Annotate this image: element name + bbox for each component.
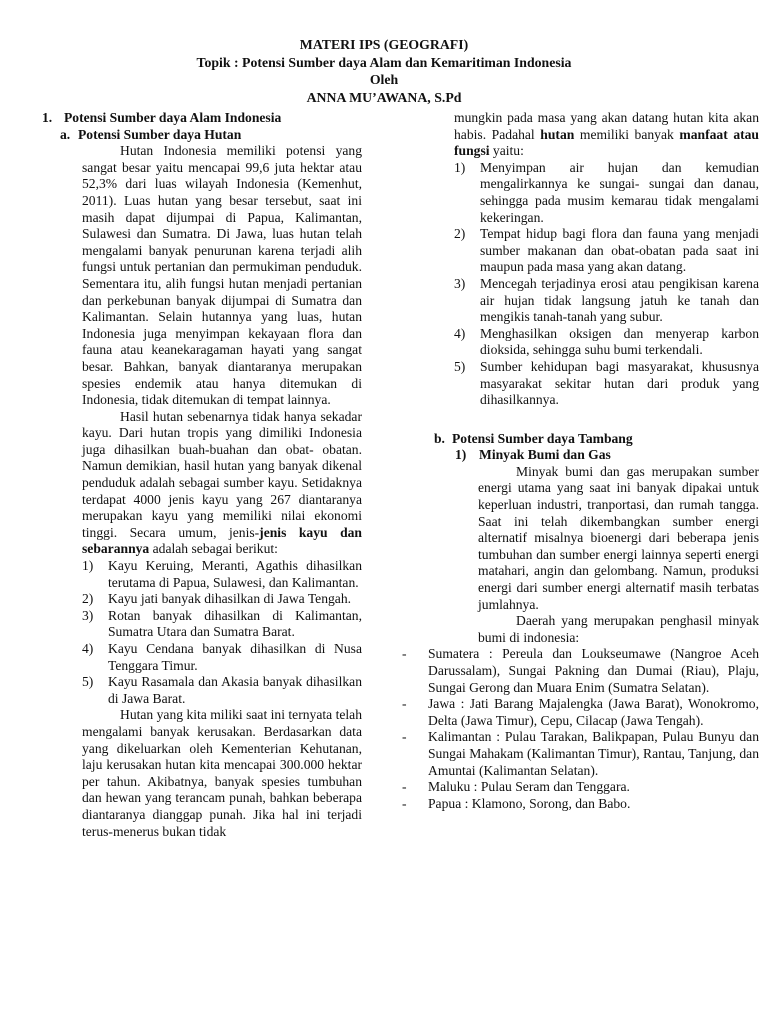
- list-item: 2) Tempat hidup bagi flora dan fauna yang menjadi sumber makanan dan obat-obatan pada saat ini maupun pada masa yang akan datang.: [454, 226, 759, 275]
- subsection-heading-hutan: a. Potensi Sumber daya Hutan: [60, 126, 242, 142]
- document-title: MATERI IPS (GEOGRAFI): [299, 37, 469, 52]
- list-item: 1) Menyimpan air hujan dan kemudian mengalirkannya ke sungai- sungai dan danau, sehingga pada musim kemarau tidak mengalami kekeringan.: [454, 159, 759, 225]
- paragraph: Minyak bumi dan gas merupakan sumber energi utama yang saat ini banyak dipakai untuk keperluan industri, tranportasi, dan rumah tangga. Saat ini telah dikembangkan sumber energi alternatif misalnya bioenergi dari beberapa jenis tumbuhan dan sumber energi lainnya seperti energi matahari, angin dan gelombang. Namun, produksi energi dari sumber energi alternatif masih terbatas jumlahnya.: [478, 463, 759, 612]
- hutan-continued: [428, 110, 759, 409]
- list-item: - Maluku : Pulau Seram dan Tenggara.: [402, 779, 630, 795]
- fungsi-list: [454, 160, 759, 409]
- left-column: [42, 110, 362, 840]
- list-item: - Sumatera : Pereula dan Loukseumawe (Nangroe Aceh Darussalam), Sungai Pakning dan Dumai (Riau), Plaju, Sungai Gerong dan Muara Enim (Sumatra Selatan).: [402, 646, 759, 695]
- paragraph: Hutan yang kita miliki saat ini ternyata telah mengalami banyak kerusakan. Berdasarkan data yang dikeluarkan oleh Kementerian Kehutanan, laju kerusakan hutan kita mencapai 300.000 hektar per tahun. Akibatnya, banyak spesies tumbuhan dan hewan yang terancam punah, bahkan beberapa diantaranya dianggap punah. Jika hal ini terjadi terus-menerus bukan tidak: [82, 707, 362, 839]
- list-item: 5) Sumber kehidupan bagi masyarakat, khususnya masyarakat sekitar hutan dari produk yang dihasilkannya.: [454, 358, 759, 408]
- document-topic: Topik : Potensi Sumber daya Alam dan Kemaritiman Indonesia: [196, 54, 572, 70]
- subsubsection-heading-minyak: 1) Minyak Bumi dan Gas: [455, 447, 611, 463]
- list-item: - Jawa : Jati Barang Majalengka (Jawa Barat), Wonokromo, Delta (Jawa Timur), Cepu, Cilacap (Jawa Tengah).: [402, 696, 759, 728]
- list-item: 4) Menghasilkan oksigen dan menyerap karbon dioksida, sehingga suhu bumi terkendali.: [454, 325, 759, 358]
- list-item: 3) Mencegah terjadinya erosi atau pengikisan karena air hujan tidak langsung jatuh ke tanah dan mengikis tanah-tanah yang subur.: [454, 275, 759, 325]
- hutan-body: [42, 143, 362, 840]
- subsection-heading-tambang: b. Potensi Sumber daya Tambang: [434, 430, 633, 446]
- list-item: - Papua : Klamono, Sorong, dan Babo.: [402, 795, 631, 811]
- document-author: ANNA MU’AWANA, S.Pd: [306, 89, 462, 105]
- list-item: 2) Kayu jati banyak dihasilkan di Jawa Tengah.: [82, 591, 352, 607]
- daerah-list: [402, 646, 759, 812]
- spacer: [428, 409, 759, 431]
- paragraph: Hasil hutan sebenarnya tidak hanya sekadar kayu. Dari hutan tropis yang dimiliki Indonesia juga dihasilkan buah-buahan dan obat- obatan. Namun demikian, hasil hutan yang banyak dikenal penduduk adalah sebagai sumber kayu. Setidaknya terdapat 4000 jenis kayu yang 267 diantaranya merupakan kayu yang memiliki nilai ekonomi tinggi. Secara umum, jenis-jenis kayu dan sebarannya adalah sebagai berikut:: [82, 408, 362, 557]
- list-item: 3) Rotan banyak dihasilkan di Kalimantan, Sumatra Utara dan Sumatra Barat.: [82, 607, 362, 640]
- list-item: 5) Kayu Rasamala dan Akasia banyak dihasilkan di Jawa Barat.: [82, 674, 362, 706]
- kayu-list: [82, 558, 362, 707]
- paragraph: Hutan Indonesia memiliki potensi yang sangat besar yaitu mencapai 99,6 juta hektar atau 52,3% dari luas wilayah Indonesia (Kemenhut, 2011). Luas hutan yang besar tersebut, saat ini masih dapat dijumpai di Papua, Kalimantan, Sulawesi dan Sumatra. Di Jawa, luas hutan telah mengalami banyak penurunan karena terjadi alih fungsi untuk pertanian dan permukiman penduduk. Sementara itu, alih fungsi hutan menjadi pertanian dan perkebunan banyak dijumpai di Sumatra dan Kalimantan. Selain hutannya yang luas, hutan Indonesia juga menyimpan kekayaan flora dan fauna atau keanekaragaman hayati yang sangat besar. Bahkan, banyak diantaranya merupakan spesies endemik atau hanya ditemukan di Indonesia, tidak ditemukan di tempat lainnya.: [82, 143, 362, 408]
- paragraph: mungkin pada masa yang akan datang hutan kita akan habis. Padahal hutan memiliki banyak manfaat atau fungsi yaitu:: [454, 110, 759, 159]
- list-item: - Kalimantan : Pulau Tarakan, Balikpapan, Pulau Bunyu dan Sungai Mahakam (Kalimantan Timur), Rantau, Tanjung, dan Amuntai (Kalimantan Selatan).: [402, 729, 759, 778]
- paragraph: Daerah yang merupakan penghasil minyak bumi di indonesia:: [478, 613, 759, 645]
- document-header: [0, 36, 768, 106]
- document-by: Oleh: [369, 72, 399, 87]
- list-item: 4) Kayu Cendana banyak dihasilkan di Nusa Tenggara Timur.: [82, 641, 362, 673]
- section-heading: 1. Potensi Sumber daya Alam Indonesia: [42, 110, 282, 125]
- right-column: [402, 110, 759, 812]
- minyak-body: [428, 464, 759, 647]
- list-item: 1) Kayu Keruing, Meranti, Agathis dihasilkan terutama di Papua, Sulawesi, dan Kalimantan.: [82, 558, 362, 590]
